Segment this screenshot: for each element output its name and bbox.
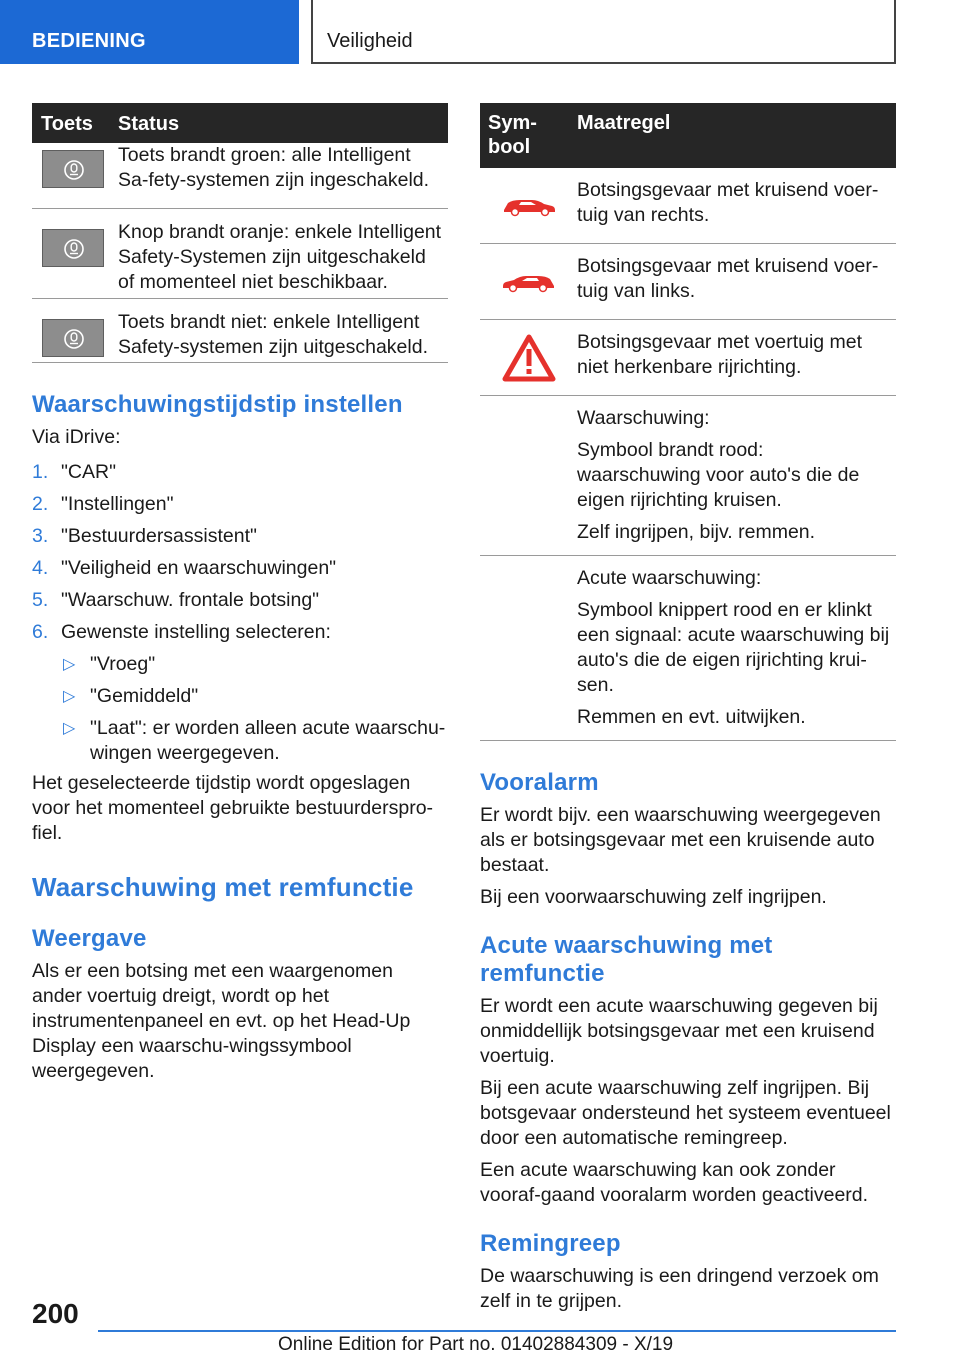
section-heading: Remingreep: [480, 1229, 621, 1257]
list-item: 6. Gewenste instelling selecteren: ▷ "Vroeg" ▷ "Gemiddeld" ▷ "Laat": er worden alleen acute waarschu‐wingen weergegeven.: [32, 620, 448, 766]
section-heading: Waarschuwing met remfunctie: [32, 871, 414, 902]
section-tab: [0, 0, 299, 64]
list-item: ▷ "Vroeg": [63, 652, 156, 675]
list-item: 2. "Instellingen": [32, 492, 174, 515]
list-item: 5. "Waarschuw. frontale botsing": [32, 588, 320, 611]
body-text: Als er een botsing met een waargenomen ander voertuig dreigt, wordt op het instrumentenpaneel en evt. op het Head-Up Display een waarschu‐wingssymbool weergegeven.: [32, 959, 411, 1082]
page-number: 200: [32, 1298, 79, 1329]
table-row: [32, 298, 448, 362]
column-header-status: Status: [118, 103, 448, 143]
intro-text: Via iDrive:: [32, 425, 121, 448]
bullet-triangle-icon: ▷: [63, 719, 76, 737]
section-heading: Waarschuwingstijdstip instellen: [32, 390, 403, 418]
options-list: [61, 652, 448, 766]
measure-text: Botsingsgevaar met kruisend voer‐tuig van rechts.: [577, 179, 879, 226]
steps-list: [32, 460, 448, 766]
button-status-table: [32, 103, 448, 363]
section-title: BEDIENING: [32, 30, 146, 52]
list-item: 3. "Bestuurdersassistent": [32, 524, 257, 547]
table-row: [480, 319, 896, 395]
measure-text: Waarschuwing:: [577, 406, 710, 429]
column-header-button: Toets: [32, 103, 118, 143]
bullet-triangle-icon: ▷: [63, 655, 76, 673]
status-text: Toets brandt niet: enkele Intelligent Safety-systemen zijn uitgeschakeld.: [118, 310, 428, 358]
measure-text: Acute waarschuwing:: [577, 566, 762, 589]
car-arrow-left-icon: [498, 266, 560, 296]
table-row: [32, 143, 448, 208]
measure-text: Botsingsgevaar met kruisend voer‐tuig van links.: [577, 254, 879, 302]
table-header-row: [480, 103, 896, 168]
car-arrow-right-icon: [498, 190, 560, 220]
list-item: ▷ "Gemiddeld": [63, 684, 199, 707]
column-header-symbol: Sym‐bool: [480, 103, 577, 168]
warning-triangle-icon: [502, 334, 556, 382]
table-row: [480, 555, 896, 740]
status-text: Toets brandt groen: alle Intelligent Sa‐fety-systemen zijn ingeschakeld.: [118, 144, 430, 191]
measure-text: Symbool brandt rood: waarschuwing voor auto's die de eigen rijrichting kruisen.: [577, 438, 860, 511]
body-text: Er wordt een acute waarschuwing gegeven bij onmiddellijk botsingsgevaar met een kruisend voertuig.: [480, 994, 878, 1067]
list-item: ▷ "Laat": er worden alleen acute waarschu‐wingen weergegeven.: [63, 716, 446, 764]
section-heading: Vooralarm: [480, 768, 599, 796]
table-row: [480, 243, 896, 319]
left-column: [32, 103, 448, 1084]
body-text: Een acute waarschuwing kan ook zonder vooraf‐gaand vooralarm worden geactiveerd.: [480, 1158, 869, 1206]
measure-text: Remmen en evt. uitwijken.: [577, 705, 806, 728]
measure-text: Zelf ingrijpen, bijv. remmen.: [577, 520, 816, 543]
sub-heading: Weergave: [32, 924, 147, 952]
measure-text: Symbool knippert rood en er klinkt een signaal: acute waarschuwing bij auto's die de eigen rijrichting krui‐sen.: [577, 598, 890, 696]
safety-button-icon: [42, 150, 104, 188]
body-text: Bij een voorwaarschuwing zelf ingrijpen.: [480, 885, 827, 908]
section-heading: Acute waarschuwing met remfunctie: [480, 931, 773, 987]
safety-button-icon: [42, 229, 104, 267]
measure-text: Botsingsgevaar met voertuig met niet herkenbare rijrichting.: [577, 330, 863, 378]
bullet-triangle-icon: ▷: [63, 687, 76, 705]
body-text: Bij een acute waarschuwing zelf ingrijpen. Bij botsgevaar ondersteund het systeem eventueel door een automatische remingreep.: [480, 1076, 891, 1149]
status-text: Knop brandt oranje: enkele Intelligent Safety-Systemen zijn uitgeschakeld of momenteel niet beschikbaar.: [118, 220, 442, 293]
list-item: 1. "CAR": [32, 460, 117, 483]
body-text: Er wordt bijv. een waarschuwing weergegeven als er botsingsgevaar met een kruisende auto bestaat.: [480, 803, 881, 876]
column-header-measure: Maatregel: [577, 103, 896, 168]
list-item: 4. "Veiligheid en waarschuwingen": [32, 556, 337, 579]
table-header-row: [32, 103, 448, 143]
right-column: [480, 103, 896, 1314]
chapter-box: [311, 0, 896, 64]
table-row: [480, 395, 896, 555]
chapter-title: Veiligheid: [327, 30, 413, 52]
symbol-table: [480, 103, 896, 741]
safety-button-icon: [42, 319, 104, 357]
body-text: De waarschuwing is een dringend verzoek om zelf in te grijpen.: [480, 1264, 879, 1312]
footer-divider: [98, 1330, 896, 1332]
footer-edition: Online Edition for Part no. 01402884309 - X/19: [278, 1334, 674, 1355]
table-row: [32, 208, 448, 298]
table-row: [480, 168, 896, 243]
outro-text: Het geselecteerde tijdstip wordt opgeslagen voor het momenteel gebruikte bestuurderspro‐fiel.: [32, 771, 434, 844]
